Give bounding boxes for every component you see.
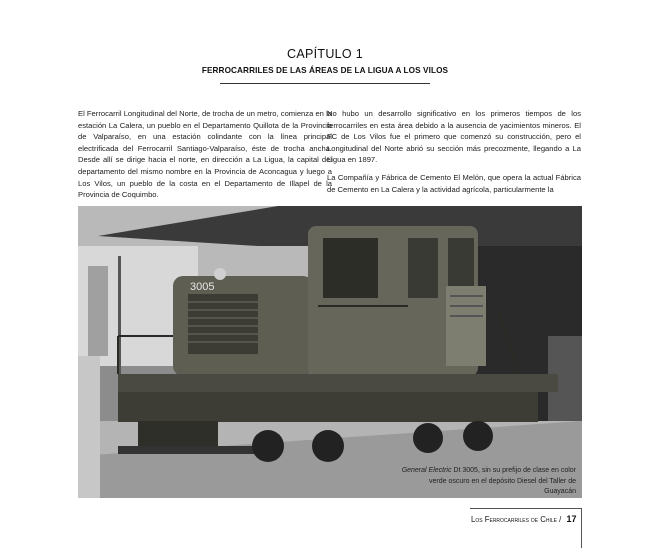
paragraph: La Compañía y Fábrica de Cemento El Melón, que opera la actual Fábrica de Cemento en La Calera y la actividad agrícola, particularmente la (327, 172, 581, 194)
page-number: 17 (566, 514, 577, 524)
footer-vertical-bar (581, 508, 582, 548)
footer-separator: / (559, 515, 562, 524)
right-column (327, 108, 581, 201)
caption-manufacturer: General Electric (401, 467, 452, 474)
left-column (78, 108, 332, 207)
book-title: Los Ferrocarriles de Chile (471, 515, 557, 524)
locomotive-photo (78, 206, 582, 498)
locomotive-number: 3005 (190, 281, 215, 293)
chapter-heading: CAPÍTULO 1 (287, 47, 363, 61)
subtitle-rule (220, 83, 430, 84)
footer-rule (470, 508, 581, 509)
paragraph: No hubo un desarrollo significativo en los primeros tiempos de los ferrocarriles en esta área debido a la ausencia de yacimientos mineros. El FC de Los Vilos fue el primero que comenzó su construcción, pero el Longitudinal del Norte abrió su sección más precozmente, llegando a La Ligua en 1897. (327, 109, 581, 165)
chapter-subtitle: FERROCARRILES DE LAS ÁREAS DE LA LIGUA A LOS VILOS (201, 66, 449, 75)
caption-text: Dt 3005, sin su prefijo de clase en color verde oscuro en el depósito Diesel del Taller de Guayacán (429, 467, 576, 495)
photo-caption (396, 466, 576, 498)
page-footer (471, 514, 577, 524)
paragraph: El Ferrocarril Longitudinal del Norte, de trocha de un metro, comienza en la estación La Calera, un pueblo en el Departamento Quillota de la Provincia de Valparaíso, en una estación colindante con la línea principal electrificada del Ferrocarril Santiago-Valparaíso, éste de trocha ancha. Desde allí se dirige hacia el norte, en dirección a La Ligua, la capital del departamento del mismo nombre en la Provincia de Aconcagua y luego a Los Vilos, un pueblo de la costa en el Departamento de Illapel de la Provincia de Coquimbo. (78, 109, 332, 200)
